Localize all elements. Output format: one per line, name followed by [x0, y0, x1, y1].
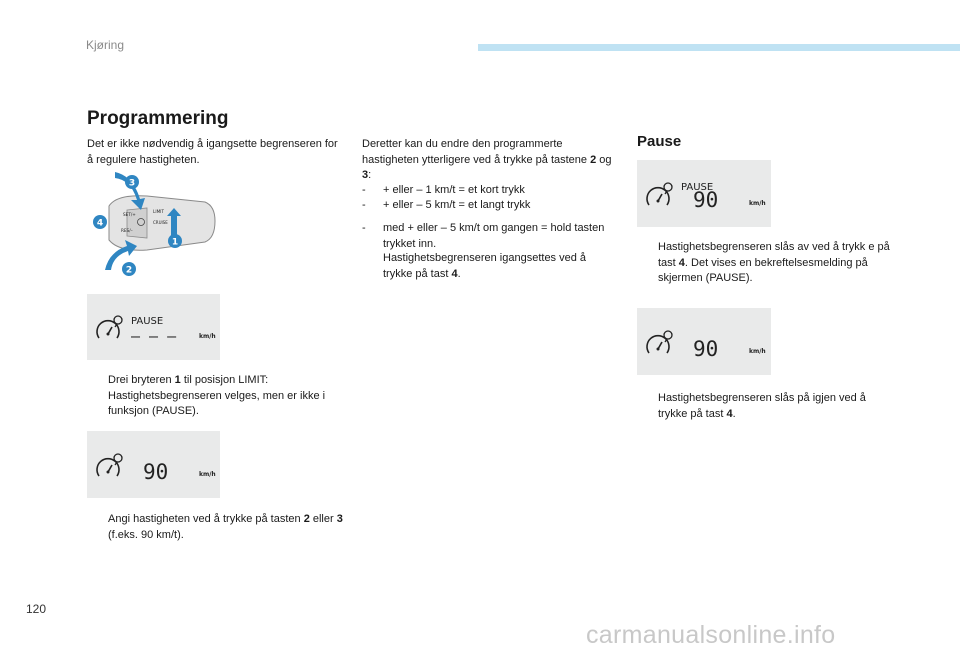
pause-heading: Pause	[637, 133, 682, 150]
stalk-label-limit: LIMIT	[153, 209, 164, 214]
display-value: – – –	[131, 327, 177, 345]
speedometer-icon	[97, 316, 122, 338]
display-speed-90-resumed	[637, 308, 771, 375]
speedometer-icon	[647, 331, 672, 353]
callout-2: 2	[125, 265, 133, 276]
stalk-label-set: SET/+	[123, 212, 136, 217]
watermark: carmanualsonline.info	[586, 621, 836, 649]
col2-dash1: - + eller – 1 km/t = et kort trykk	[362, 184, 525, 196]
stalk-label-cruise: CRUISE	[153, 220, 168, 225]
callout-3: 3	[128, 178, 136, 189]
page-title: Programmering	[87, 108, 229, 129]
display-unit: km/h	[199, 333, 216, 340]
display-pause-dashes	[87, 294, 220, 360]
speedometer-icon	[647, 183, 672, 205]
col2-intro: Deretter kan du endre den programmerte hastigheten ytterligere ved å trykke på tastene 2 og 3:	[362, 138, 612, 181]
callout-4: 4	[96, 218, 104, 229]
speedometer-icon	[97, 454, 122, 476]
display-pause-90	[637, 160, 771, 227]
display-unit: km/h	[749, 348, 766, 355]
display-speed-90	[87, 431, 220, 498]
col1-step2: Angi hastigheten ved å trykke på tasten 2 eller 3 (f.eks. 90 km/t).	[108, 513, 343, 541]
stalk-illustration	[87, 166, 220, 277]
col2-dash2: - + eller – 5 km/t = et langt trykk	[362, 199, 531, 211]
display-unit: km/h	[199, 471, 216, 478]
display-status: PAUSE	[131, 316, 164, 327]
header-accent-bar	[478, 44, 960, 51]
display-value: 90	[143, 460, 169, 484]
col2-step: Hastighetsbegrenseren igangsettes ved å trykke på tast 4.	[383, 252, 587, 280]
stalk-label-res: RES/–	[121, 228, 133, 233]
col1-step1: Drei bryteren 1 til posisjon LIMIT: Hastighetsbegrenseren velges, men er ikke i funksjon (PAUSE).	[108, 374, 326, 417]
display-value: 90	[693, 337, 719, 361]
col3-step1: Hastighetsbegrenseren slås av ved å trykk e på tast 4. Det vises en bekreftelsesmelding på skjermen (PAUSE).	[658, 241, 890, 284]
col3-step2: Hastighetsbegrenseren slås på igjen ved å trykke på tast 4.	[658, 392, 866, 420]
page-number: 120	[26, 602, 47, 616]
display-unit: km/h	[749, 200, 766, 207]
display-value: 90	[693, 188, 719, 212]
col2-dash3: - med + eller – 5 km/t om gangen = hold tasten trykket inn.	[362, 222, 605, 250]
callout-1: 1	[171, 237, 179, 248]
display-status: PAUSE	[681, 182, 714, 193]
section-label: Kjøring	[86, 38, 125, 52]
col1-intro: Det er ikke nødvendig å igangsette begrenseren for å regulere hastigheten.	[87, 138, 338, 166]
